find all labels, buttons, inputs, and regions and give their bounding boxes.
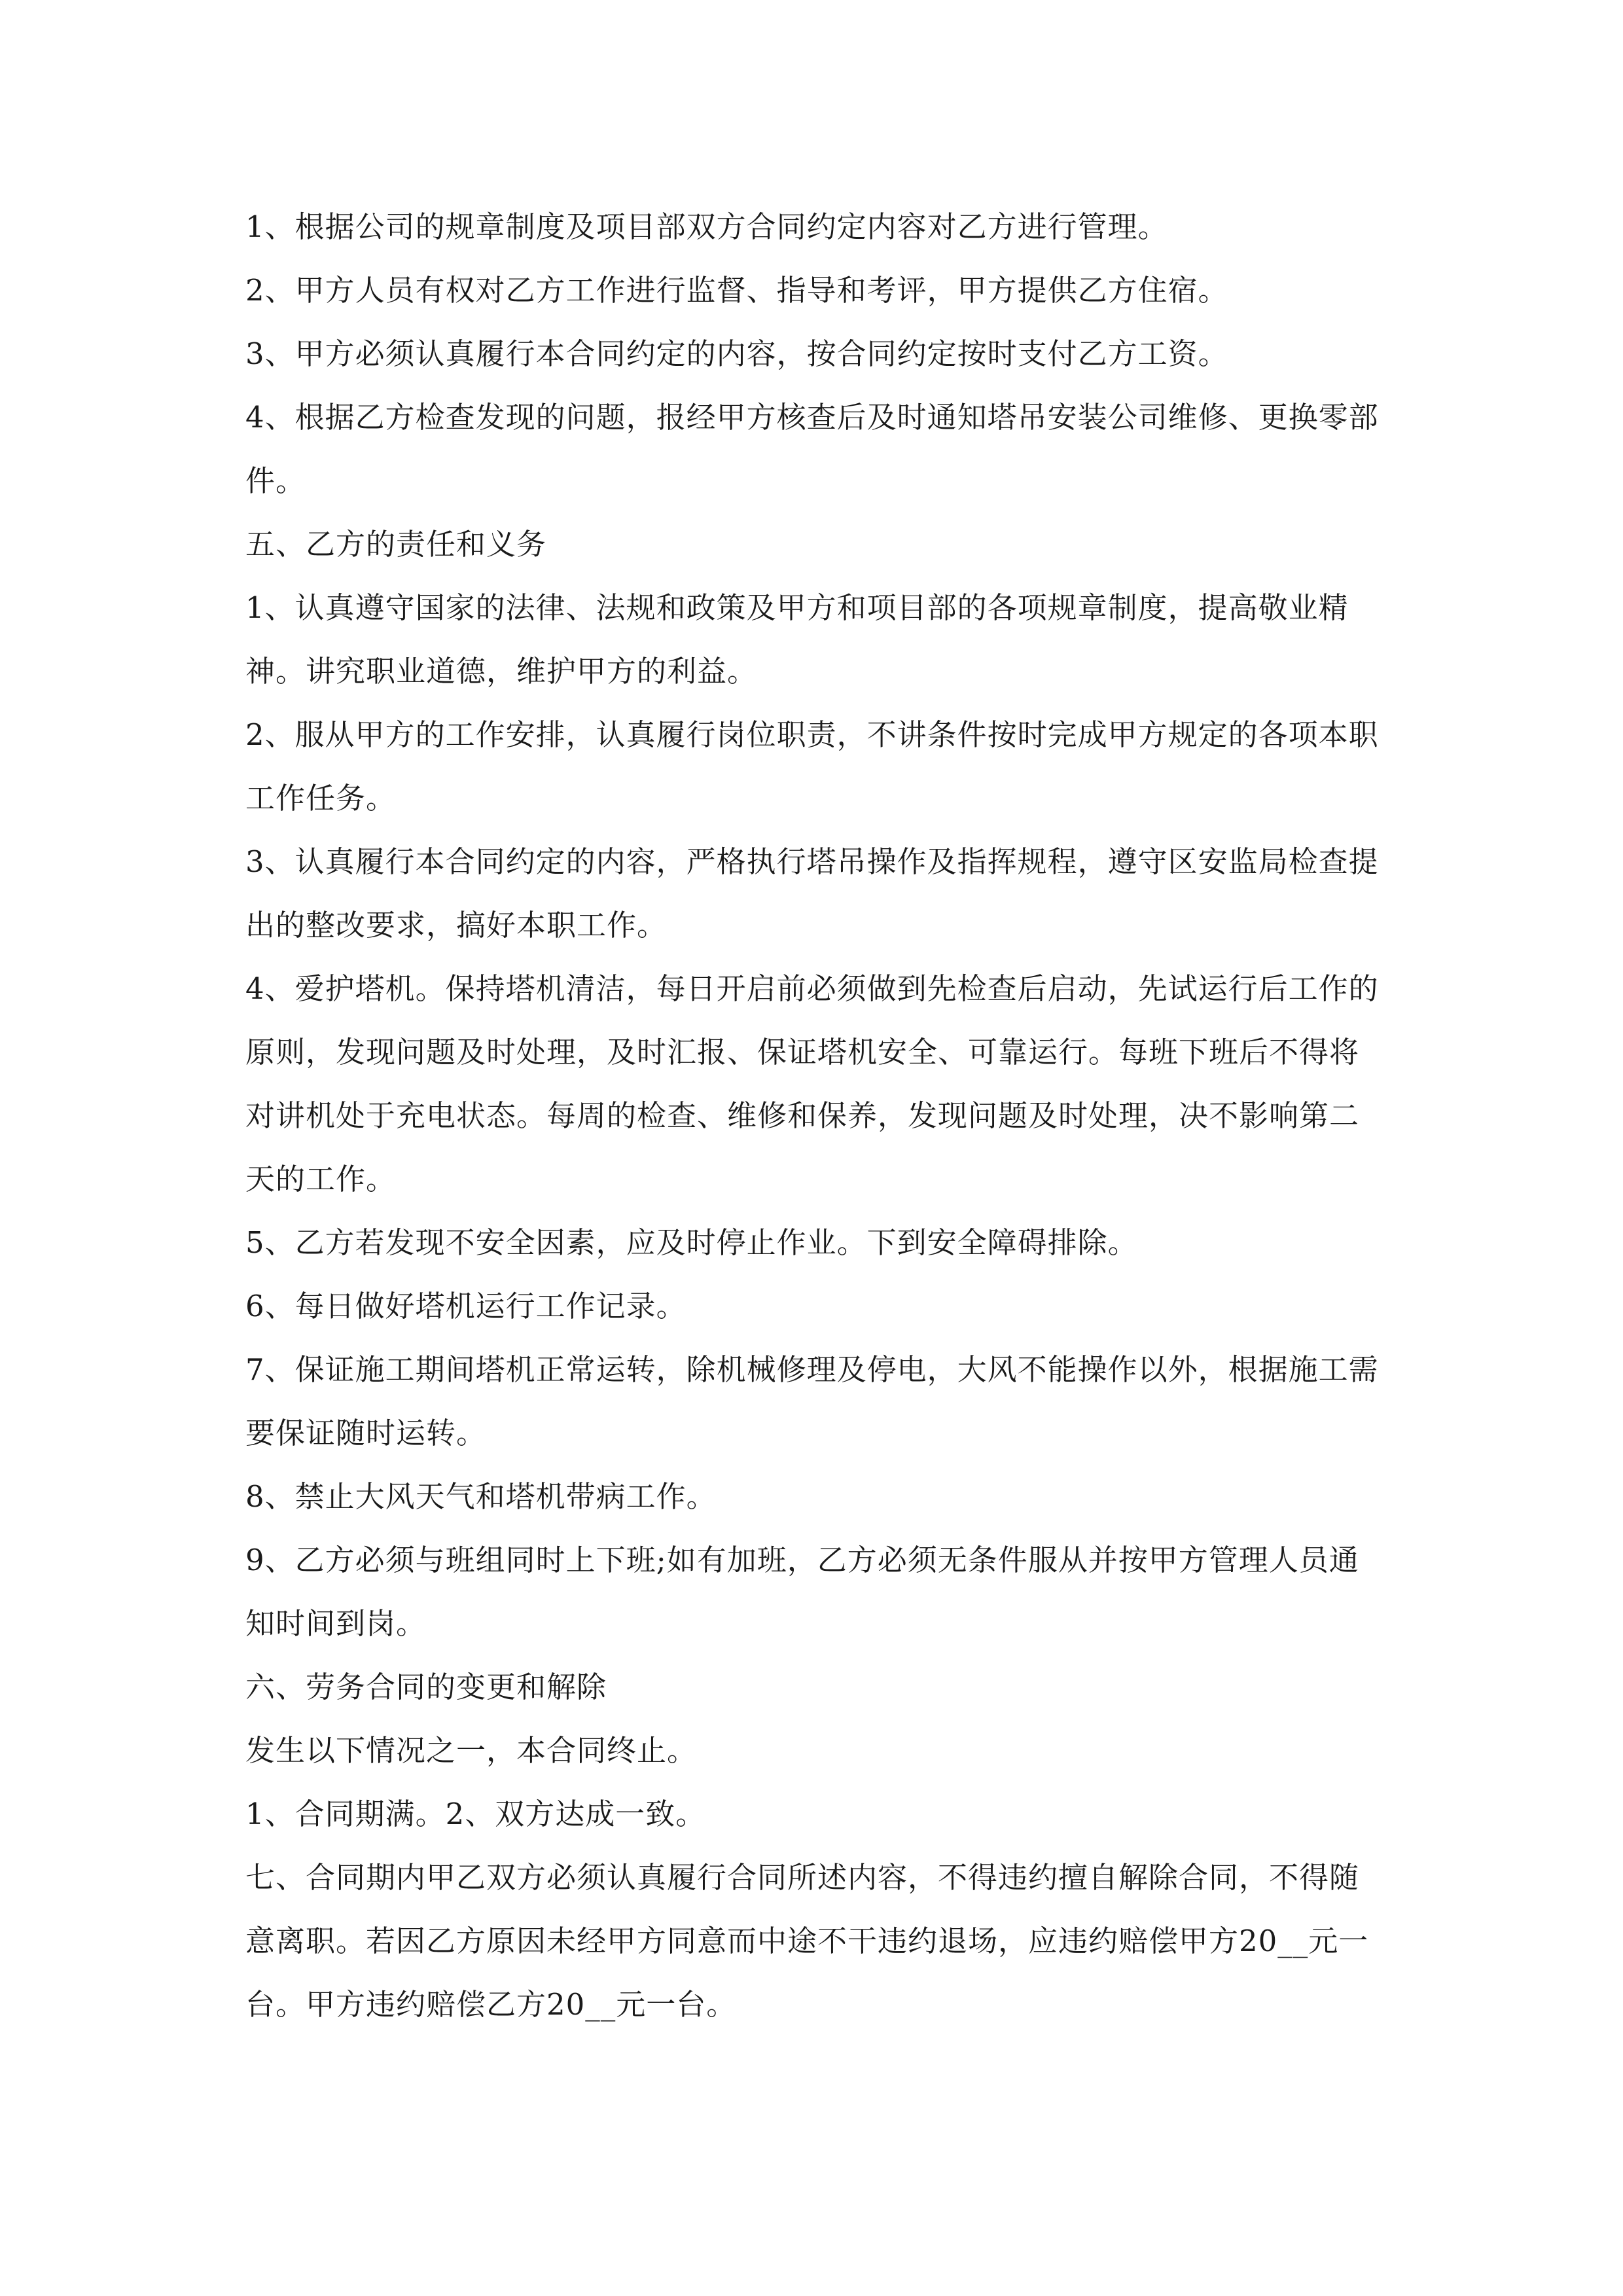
section-heading-5: 五、乙方的责任和义务	[245, 527, 547, 562]
paragraph-5-2: 2、服从甲方的工作安排，认真履行岗位职责，不讲条件按时完成甲方规定的各项本职工作任务。	[245, 717, 1379, 816]
document-body	[245, 195, 1381, 2036]
paragraph-3: 3、甲方必须认真履行本合同约定的内容，按合同约定按时支付乙方工资。	[245, 336, 1228, 371]
paragraph-2: 2、甲方人员有权对乙方工作进行监督、指导和考评，甲方提供乙方住宿。	[245, 273, 1228, 308]
paragraph-6-intro: 发生以下情况之一，本合同终止。	[245, 1733, 698, 1768]
paragraph-5-6: 6、每日做好塔机运行工作记录。	[245, 1289, 687, 1323]
paragraph-5-1: 1、认真遵守国家的法律、法规和政策及甲方和项目部的各项规章制度，提高敬业精神。讲究职业道德，维护甲方的利益。	[245, 590, 1349, 689]
paragraph-5-5: 5、乙方若发现不安全因素，应及时停止作业。下到安全障碍排除。	[245, 1225, 1138, 1260]
paragraph-5-3: 3、认真履行本合同约定的内容，严格执行塔吊操作及指挥规程，遵守区安监局检查提出的整改要求，搞好本职工作。	[245, 844, 1379, 942]
paragraph-7: 七、合同期内甲乙双方必须认真履行合同所述内容，不得违约擅自解除合同，不得随意离职。若因乙方原因未经甲方同意而中途不干违约退场，应违约赔偿甲方20__元一台。甲方违约赔偿乙方20__元一台。	[245, 1860, 1369, 2022]
paragraph-4: 4、根据乙方检查发现的问题，报经甲方核查后及时通知塔吊安装公司维修、更换零部件。	[245, 400, 1379, 498]
paragraph-1: 1、根据公司的规章制度及项目部双方合同约定内容对乙方进行管理。	[245, 209, 1168, 244]
paragraph-5-8: 8、禁止大风天气和塔机带病工作。	[245, 1479, 717, 1514]
paragraph-5-4: 4、爱护塔机。保持塔机清洁，每日开启前必须做到先检查后启动，先试运行后工作的原则，发现问题及时处理，及时汇报、保证塔机安全、可靠运行。每班下班后不得将对讲机处于充电状态。每周的检查、维修和保养，发现问题及时处理，决不影响第二天的工作。	[245, 971, 1379, 1196]
paragraph-5-7: 7、保证施工期间塔机正常运转，除机械修理及停电，大风不能操作以外，根据施工需要保证随时运转。	[245, 1352, 1379, 1450]
paragraph-6-items: 1、合同期满。2、双方达成一致。	[245, 1797, 706, 1831]
section-heading-6: 六、劳务合同的变更和解除	[245, 1670, 607, 1704]
paragraph-5-9: 9、乙方必须与班组同时上下班;如有加班，乙方必须无条件服从并按甲方管理人员通知时间到岗。	[245, 1543, 1359, 1641]
